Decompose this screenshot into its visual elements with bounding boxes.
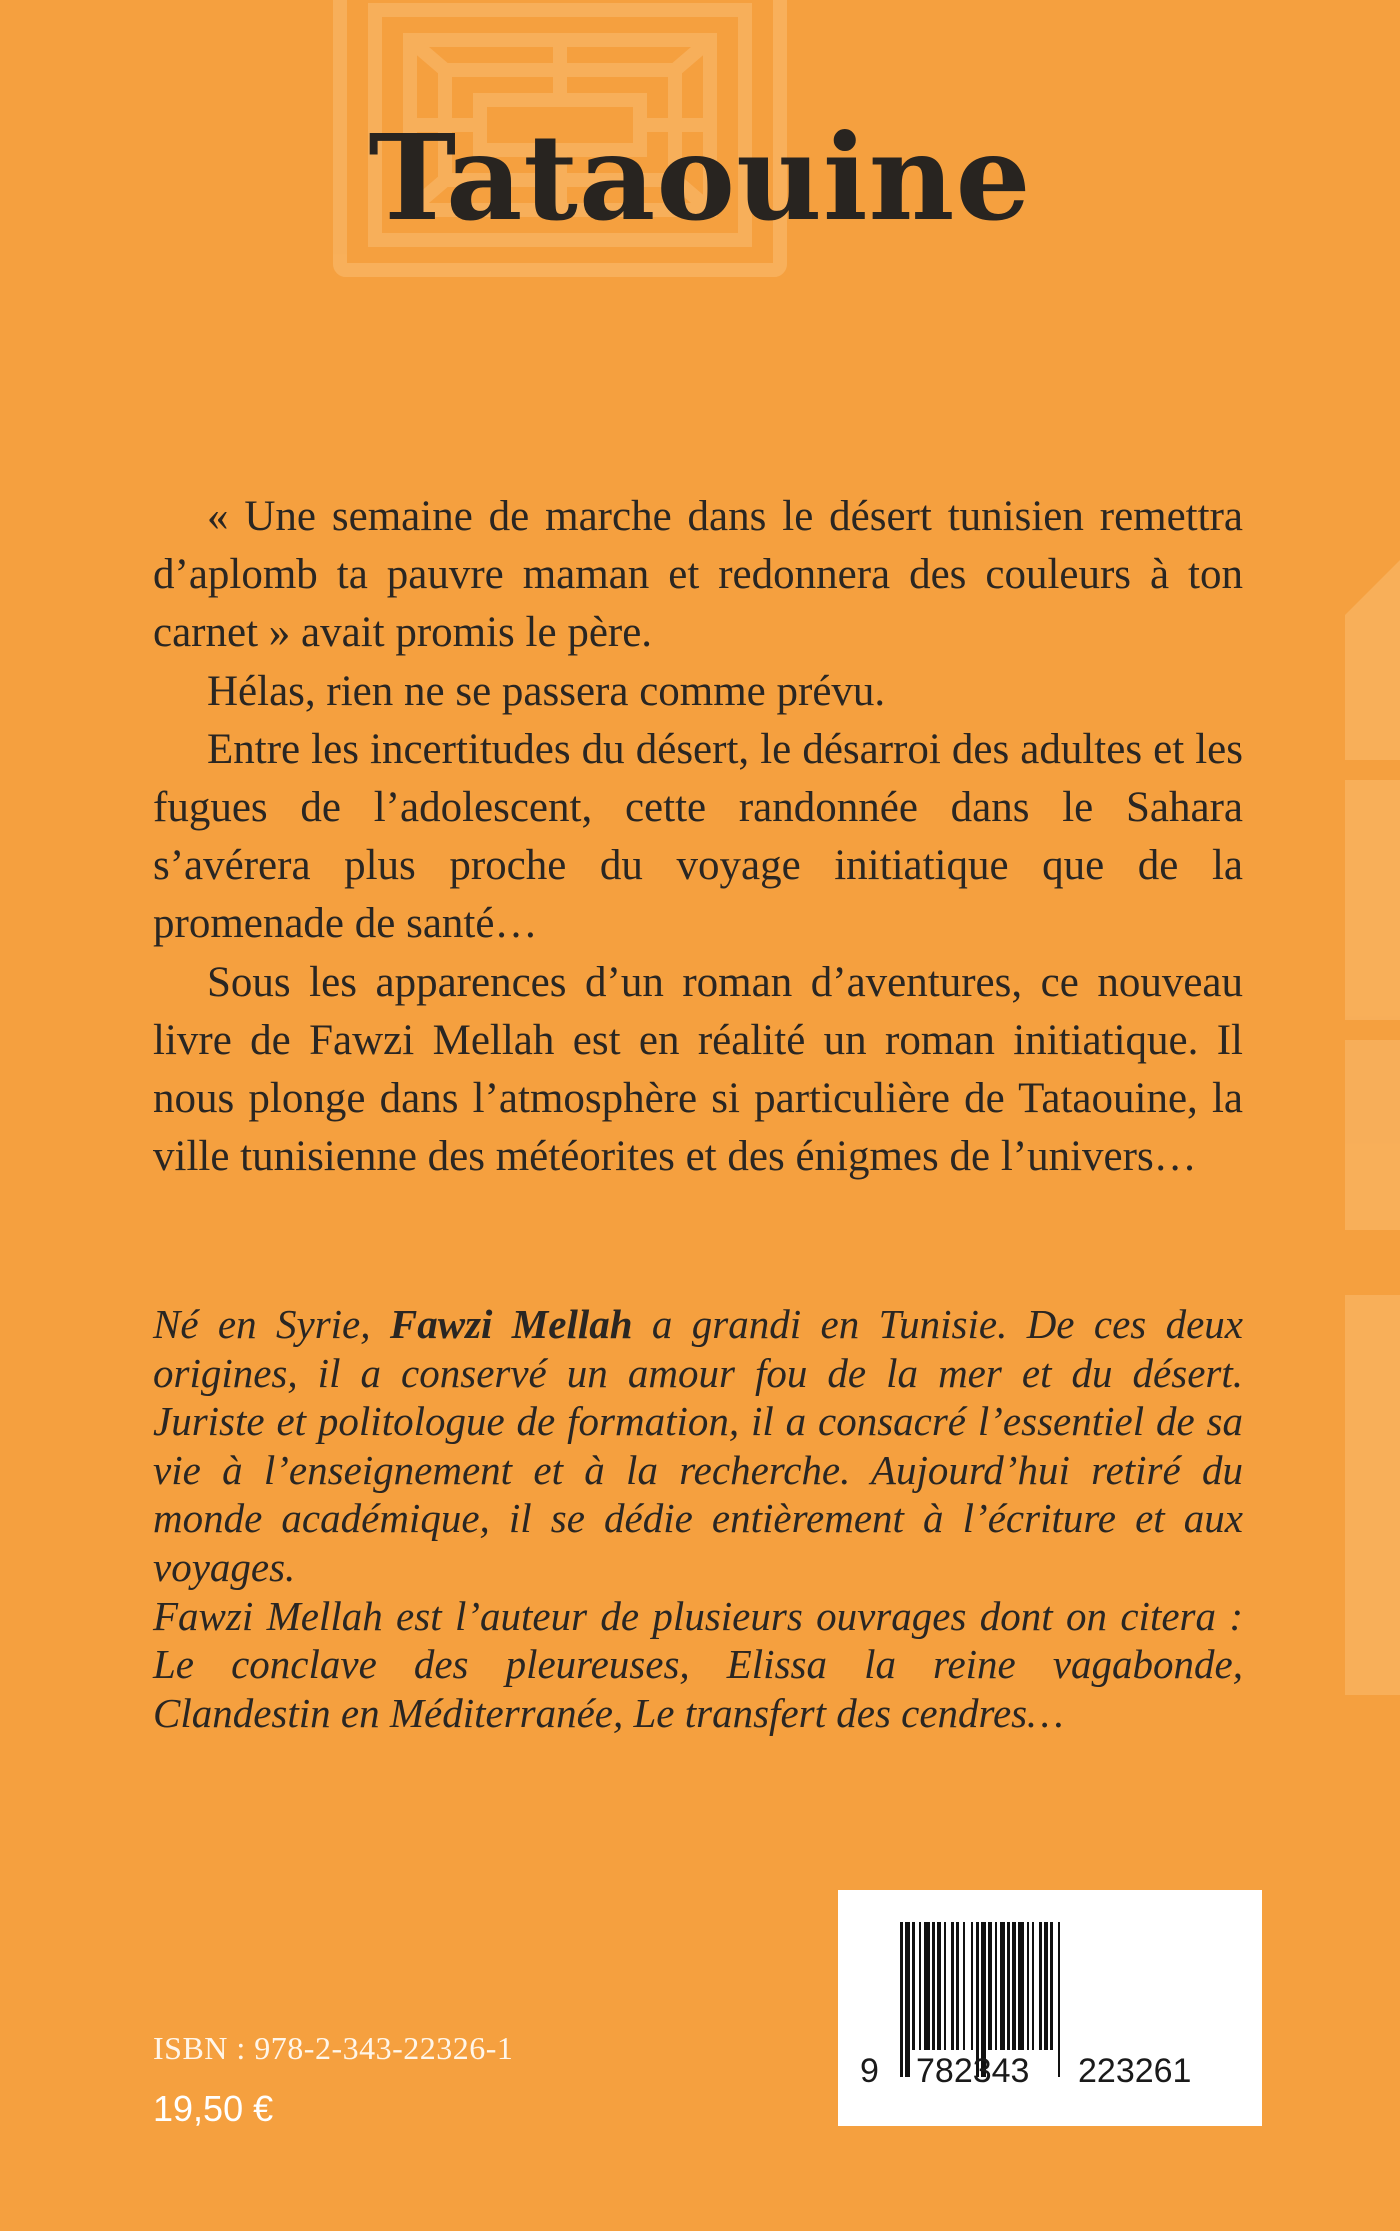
barcode-bar: [951, 1922, 954, 2050]
price: 19,50 €: [153, 2088, 274, 2129]
blurb-paragraph: Hélas, rien ne se passera comme prévu.: [207, 667, 886, 715]
bio-works: Fawzi Mellah est l’auteur de plusieurs ouvrages dont on citera : Le conclave des pleureuses, Elissa la reine vagabonde, Clandestin en Méditerranée, Le transfert des cendres…: [153, 1592, 1243, 1736]
barcode-bar: [1044, 1922, 1048, 2050]
barcode-bar: [1050, 1922, 1053, 2050]
author-bio: [153, 1300, 1243, 1737]
barcode-bar: [1018, 1922, 1024, 2050]
barcode-bar: [937, 1922, 941, 2050]
book-title: Tataouine: [368, 108, 1032, 247]
barcode-bar: [905, 1922, 910, 2077]
barcode-bar: [995, 1922, 997, 2050]
bio-text: a grandi en Tunisie. De ces deux origines, il a conservé un amour fou de la mer et du désert. Juriste et politologue de formation, il a consacré l’essentiel de sa vie à l’enseignement et à la recherche. Aujourd’hui retiré du monde académique, il se dédie entièrement à l’écriture et aux voyages.: [153, 1301, 1243, 1590]
barcode-bar: [1027, 1922, 1029, 2050]
blurb-paragraph: Sous les apparences d’un roman d’aventures, ce nouveau livre de Fawzi Mellah est en réalité un roman initiatique. Il nous plonge dans l’atmosphère si particulière de Tataouine, la ville tunisienne des météorites et des énigmes de l’univers…: [153, 958, 1243, 1181]
barcode-right-group: 223261: [1078, 2052, 1192, 2090]
side-ornament: [1335, 0, 1400, 1700]
barcode-bar: [1007, 1922, 1010, 2050]
barcode-bar: [963, 1922, 965, 2050]
barcode-bar: [932, 1922, 935, 2050]
barcode: [838, 1890, 1262, 2126]
barcode-bar: [1000, 1922, 1005, 2050]
bio-paragraph: [153, 1300, 1243, 1592]
barcode-bar: [1058, 1922, 1060, 2077]
barcode-bar: [919, 1922, 921, 2050]
bio-prefix: Né en Syrie,: [153, 1301, 390, 1347]
barcode-first-digit: 9: [860, 2052, 879, 2090]
barcode-bars: [838, 1890, 1262, 2126]
barcode-bar: [988, 1922, 992, 2050]
barcode-bar: [1039, 1922, 1042, 2050]
barcode-bar: [956, 1922, 959, 2050]
barcode-bar: [900, 1922, 903, 2077]
author-name: Fawzi Mellah: [389, 1301, 633, 1347]
blurb-paragraph: « Une semaine de marche dans le désert tunisien remettra d’aplomb ta pauvre maman et redonnera des couleurs à ton carnet » avait promis le père.: [153, 493, 1243, 657]
barcode-bar: [912, 1922, 915, 2050]
blurb-paragraph: Entre les incertitudes du désert, le désarroi des adultes et les fugues de l’adolescent, cette randonnée dans le Sahara s’avérera plus proche du voyage initiatique que de la promenade de santé…: [153, 725, 1243, 948]
barcode-bar: [971, 1922, 973, 2050]
barcode-left-group: 782343: [916, 2052, 1030, 2090]
isbn: ISBN : 978-2-343-22326-1: [153, 2030, 514, 2066]
barcode-bar: [1032, 1922, 1034, 2050]
back-cover-blurb: [153, 488, 1243, 1186]
barcode-bar: [1012, 1922, 1016, 2050]
barcode-bar: [944, 1922, 946, 2050]
barcode-bar: [924, 1922, 930, 2050]
